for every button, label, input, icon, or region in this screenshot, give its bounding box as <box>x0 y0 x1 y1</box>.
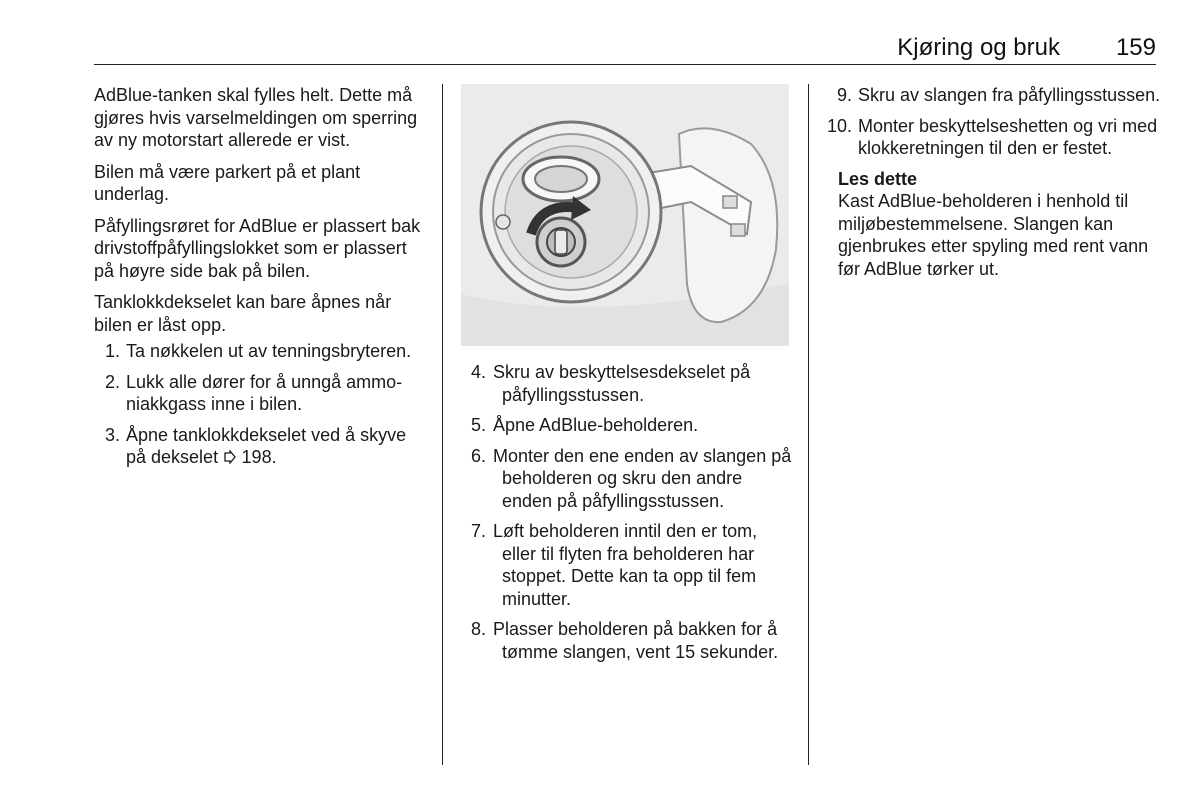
cross-reference-page[interactable]: 198. <box>241 447 277 467</box>
list-item <box>94 340 428 363</box>
list-item <box>470 361 794 406</box>
steps-list-1 <box>94 340 428 471</box>
step-number: 9. <box>836 85 852 105</box>
step-number: 4. <box>470 362 486 382</box>
step-number: 5. <box>470 415 486 435</box>
list-item <box>470 618 794 663</box>
page-header-title: Kjøring og bruk <box>897 34 1060 61</box>
column-divider-left <box>442 84 443 765</box>
step-number: 2. <box>104 371 120 392</box>
step-number: 3. <box>104 424 120 445</box>
steps-list-2 <box>470 361 794 663</box>
step-text: Monter beskyttelseshetten og vri med klokkeretningen til den er festet. <box>858 115 1158 158</box>
intro-paragraph-4: Tanklokkdekselet kan bare åpnes når bilen er låst opp. <box>94 292 392 335</box>
note-body: Kast AdBlue-beholderen i henhold til miljøbestemmelsene. Slangen kan gjenbrukes etter spyling med rent vann før AdBlue tørker ut. <box>838 191 1149 279</box>
list-item <box>826 115 1162 160</box>
list-item <box>94 371 428 416</box>
step-number: 10. <box>826 115 852 136</box>
list-item <box>470 520 794 610</box>
steps-list-3 <box>826 84 1162 160</box>
step-text: Åpne tanklokkdekselet ved å skyve på dekselet <box>126 424 407 467</box>
column-2 <box>470 361 794 671</box>
step-text: Ta nøkkelen ut av tenningsbryteren. <box>126 341 412 361</box>
header-rule <box>94 64 1156 65</box>
intro-paragraph-2: Bilen må være parkert på et plant underlag. <box>94 161 361 204</box>
step-text: Skru av beskyttelsesdekselet på påfyllingsstussen. <box>493 362 751 405</box>
step-text: Løft beholderen inntil den er tom, eller til flyten fra beholderen har stoppet. Dette kan ta opp til fem minutter. <box>493 521 758 609</box>
step-text: Monter den ene enden av slangen på beholderen og skru den andre enden på påfyllingsstussen. <box>493 445 792 511</box>
list-item <box>470 414 794 437</box>
list-item <box>826 84 1162 107</box>
column-3 <box>826 84 1162 280</box>
step-number: 8. <box>470 619 486 639</box>
step-text: Skru av slangen fra påfyllingsstussen. <box>858 85 1161 105</box>
fuel-flap-illustration <box>461 84 789 346</box>
intro-paragraph-3: Påfyllingsrøret for AdBlue er plassert bak drivstoffpåfyllingslokket som er plassert på høyre side bak på bilen. <box>94 215 421 281</box>
list-item <box>470 445 794 513</box>
column-divider-right <box>808 84 809 765</box>
note-title: Les dette <box>838 168 918 189</box>
step-number: 6. <box>470 445 486 466</box>
step-text: Plasser beholderen på bakken for å tømme slangen, vent 15 sekunder. <box>493 619 779 662</box>
note-box <box>826 168 1162 281</box>
step-number: 1. <box>104 341 120 361</box>
column-1 <box>94 84 428 479</box>
intro-paragraph-1: AdBlue-tanken skal fylles helt. Dette må gjøres hvis varselmeldingen om sperring av ny motorstart allerede er vist. <box>94 85 418 150</box>
page-number: 159 <box>1115 34 1156 61</box>
step-text: Lukk alle dører for å unngå ammoniakkgass inne i bilen. <box>126 371 403 414</box>
list-item <box>94 424 428 471</box>
cross-reference-arrow-icon[interactable] <box>223 450 241 467</box>
step-text: Åpne AdBlue-beholderen. <box>493 415 699 435</box>
step-number: 7. <box>470 521 486 541</box>
